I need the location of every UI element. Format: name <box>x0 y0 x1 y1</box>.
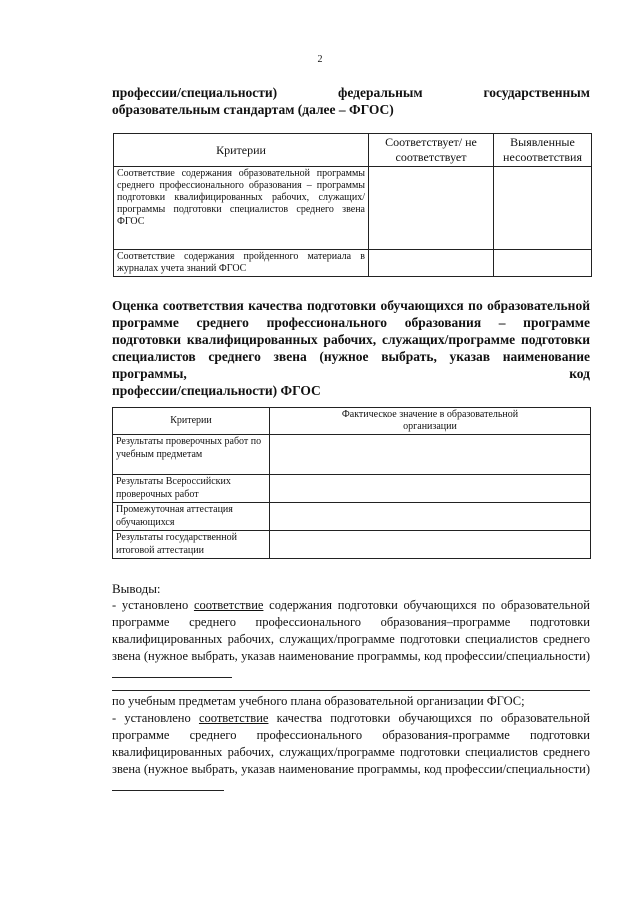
table-row <box>113 531 591 559</box>
table-row <box>114 250 592 277</box>
row-value-cell[interactable] <box>270 475 591 503</box>
blank-line[interactable] <box>112 665 232 678</box>
header-criteria: Критерии <box>113 408 270 435</box>
conclusion-1-text: содержания подготовки обучающихся по образовательной программе среднего профессионального образования–программе подготовки квалифицированных рабочих, служащих/программе подготовки специалистов среднего звена (нужное выбрать, указав наименование программы, код профессии/специальности) <box>112 598 590 663</box>
row-value-cell[interactable] <box>270 531 591 559</box>
table-row <box>114 167 592 250</box>
table-row <box>113 503 591 531</box>
table-row <box>113 435 591 475</box>
row-discrepancies-cell[interactable] <box>494 167 592 250</box>
header-compliance: Соответствует/ не соответствует <box>369 134 494 167</box>
row-criterion: Промежуточная аттестация обучающихся <box>113 503 270 531</box>
section-heading-last: профессии/специальности) ФГОС <box>112 383 321 398</box>
conclusion-1-end: по учебным предметам учебного плана образовательной организации ФГОС; <box>112 694 525 708</box>
conclusion-2 <box>112 710 590 796</box>
blank-line[interactable] <box>112 778 224 791</box>
row-criterion: Результаты проверочных работ по учебным предметам <box>113 435 270 475</box>
criteria-table-1 <box>113 133 592 277</box>
intro-text <box>112 84 590 118</box>
conclusion-2-keyword: соответствие <box>198 711 269 725</box>
header-discrepancies: Выявленные несоответствия <box>494 134 592 167</box>
blank-line[interactable] <box>112 690 590 691</box>
conclusion-1 <box>112 597 590 683</box>
header-actual-value: Фактическое значение в образовательной организации <box>270 408 591 435</box>
row-value-cell[interactable] <box>270 503 591 531</box>
conclusion-1-prefix: - установлено <box>112 598 194 612</box>
row-criterion: Результаты государственной итоговой аттестации <box>113 531 270 559</box>
intro-line-2: образовательным стандартам (далее – ФГОС) <box>112 102 394 117</box>
row-discrepancies-cell[interactable] <box>494 250 592 277</box>
table-header-row <box>114 134 592 167</box>
header-criteria: Критерии <box>114 134 369 167</box>
row-criterion: Соответствие содержания образовательной программы среднего профессионального образования – программы подготовки квалифицированных рабочих, служащих/программы подготовки специалистов среднего звена ФГОС <box>114 167 369 250</box>
table-header-row <box>113 408 591 435</box>
section-heading <box>112 297 590 399</box>
table-row <box>113 475 591 503</box>
row-criterion: Соответствие содержания пройденного материала в журналах учета знаний ФГОС <box>114 250 369 277</box>
page-number: 2 <box>317 54 323 65</box>
conclusions-title: Выводы: <box>112 581 161 596</box>
conclusion-2-prefix: - установлено <box>112 711 199 725</box>
conclusion-2-text: качества подготовки обучающихся по образовательной программе среднего профессионального образования-программе подготовки квалифицированных рабочих, служащих/программе подготовки специалистов среднего звена (нужное выбрать, указав наименование программы, код профессии/специальности) <box>112 711 590 776</box>
section-heading-text: Оценка соответствия качества подготовки обучающихся по образовательной программе среднего профессионального образования – программе подготовки квалифицированных рабочих, служащих/программе подготовки специалистов среднего звена (нужное выбрать, указав наименование программы, код <box>112 298 590 381</box>
criteria-table-2 <box>112 407 591 559</box>
row-value-cell[interactable] <box>270 435 591 475</box>
row-compliance-cell[interactable] <box>369 250 494 277</box>
row-criterion: Результаты Всероссийских проверочных работ <box>113 475 270 503</box>
conclusion-1-keyword: соответствие <box>193 598 264 612</box>
intro-line-1: профессии/специальности) федеральным государственным <box>112 85 590 100</box>
row-compliance-cell[interactable] <box>369 167 494 250</box>
